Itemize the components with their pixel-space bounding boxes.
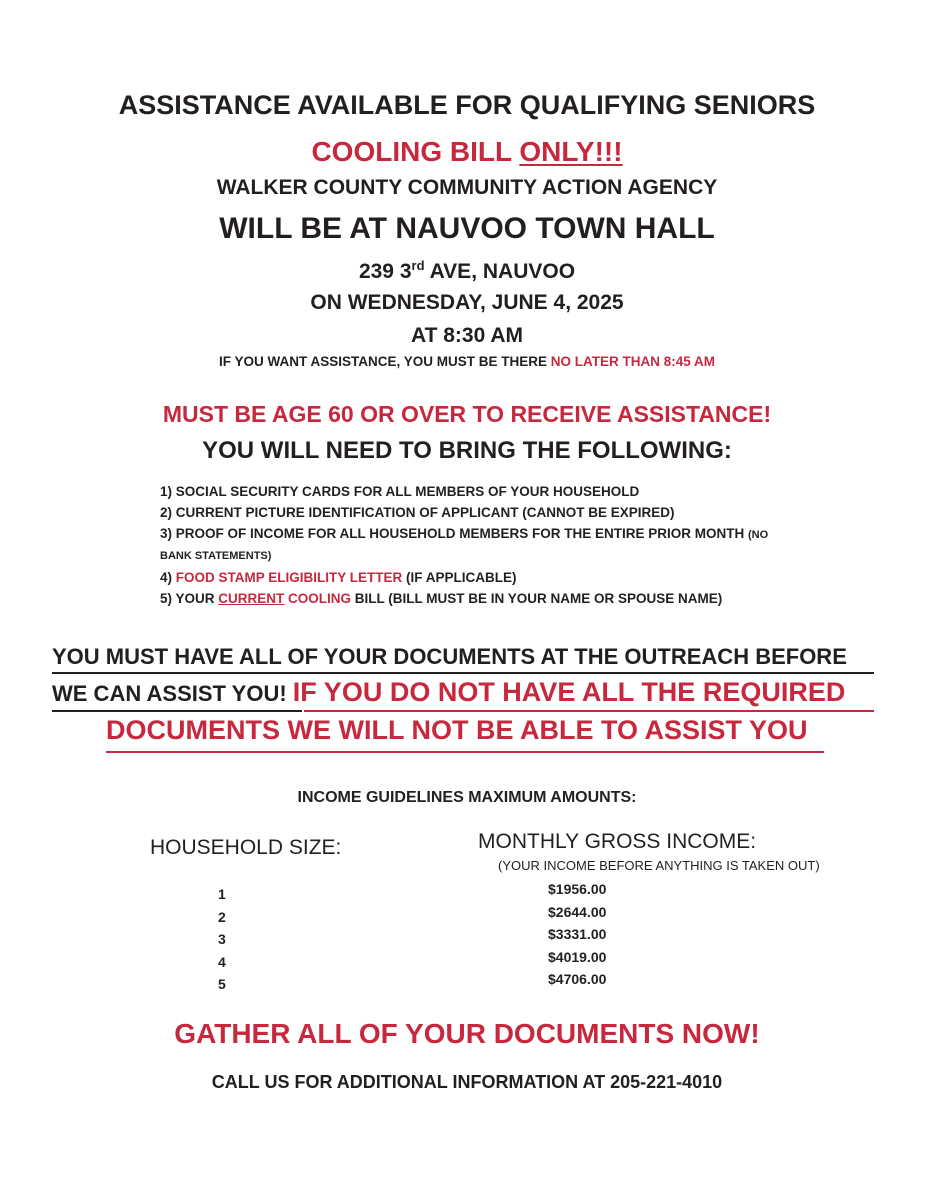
cooling-emphasis: COOLING xyxy=(284,591,352,606)
warning-line-2 xyxy=(52,677,845,708)
requirement-item-1: 1) SOCIAL SECURITY CARDS FOR ALL MEMBERS OF YOUR HOUSEHOLD xyxy=(160,484,640,499)
warning-underline-2b xyxy=(304,710,874,712)
current-emphasis: CURRENT xyxy=(218,591,285,606)
income-guidelines-heading: INCOME GUIDELINES MAXIMUM AMOUNTS: xyxy=(297,789,637,806)
age-requirement: MUST BE AGE 60 OR OVER TO RECEIVE ASSISTANCE! xyxy=(162,401,772,427)
requirement-item-5-text: BILL (BILL MUST BE IN YOUR NAME OR SPOUSE NAME) xyxy=(351,591,723,606)
warning-line-1: YOU MUST HAVE ALL OF YOUR DOCUMENTS AT THE OUTREACH BEFORE xyxy=(52,644,847,669)
requirement-item-3-text: 3) PROOF OF INCOME FOR ALL HOUSEHOLD MEMBERS FOR THE ENTIRE PRIOR MONTH xyxy=(160,526,749,541)
address-number: 239 3 xyxy=(358,260,412,283)
event-time: AT 8:30 AM xyxy=(410,324,523,347)
household-size-value: 5 xyxy=(218,976,226,992)
address-ordinal: rd xyxy=(411,258,425,273)
flyer-title: ASSISTANCE AVAILABLE FOR QUALIFYING SENIORS xyxy=(118,90,816,120)
household-size-header: HOUSEHOLD SIZE: xyxy=(150,836,342,859)
event-address xyxy=(0,258,934,284)
warning-underline-1 xyxy=(52,672,874,674)
income-amount-value: $4706.00 xyxy=(548,971,607,987)
arrival-deadline xyxy=(0,354,934,369)
income-amount-value: $3331.00 xyxy=(548,926,607,942)
deadline-text: IF YOU WANT ASSISTANCE, YOU MUST BE THERE xyxy=(218,354,551,369)
household-size-column xyxy=(218,883,238,996)
warning-line-2-red: IF YOU DO NOT HAVE ALL THE REQUIRED xyxy=(292,677,846,707)
agency-name: WALKER COUNTY COMMUNITY ACTION AGENCY xyxy=(216,176,718,199)
requirement-item-5 xyxy=(160,588,880,609)
income-amount-column xyxy=(548,878,658,991)
requirement-item-5-number: 5) YOUR xyxy=(160,591,219,606)
income-note: (YOUR INCOME BEFORE ANYTHING IS TAKEN OUT) xyxy=(498,858,820,873)
event-date: ON WEDNESDAY, JUNE 4, 2025 xyxy=(310,291,624,314)
warning-underline-3 xyxy=(106,751,824,753)
monthly-income-header: MONTHLY GROSS INCOME: xyxy=(478,830,757,853)
warning-underline-2a xyxy=(52,710,302,712)
household-size-value: 1 xyxy=(218,886,226,902)
gather-documents-callout: GATHER ALL OF YOUR DOCUMENTS NOW! xyxy=(174,1018,760,1049)
household-size-value: 4 xyxy=(218,953,226,970)
requirement-item-3 xyxy=(160,523,880,546)
requirement-item-4-note: (IF APPLICABLE) xyxy=(402,570,517,585)
income-amount-value: $2644.00 xyxy=(548,903,607,920)
warning-line-3: DOCUMENTS WE WILL NOT BE ABLE TO ASSIST YOU xyxy=(106,715,808,745)
address-street: AVE, NAUVOO xyxy=(424,260,576,283)
household-size-value: 2 xyxy=(218,908,226,925)
cooling-bill-heading xyxy=(0,136,934,168)
event-location: WILL BE AT NAUVOO TOWN HALL xyxy=(219,212,715,245)
requirement-item-4 xyxy=(160,567,880,588)
deadline-time: NO LATER THAN 8:45 AM xyxy=(550,354,716,369)
contact-information: CALL US FOR ADDITIONAL INFORMATION AT 205-221-4010 xyxy=(211,1072,723,1092)
requirement-item-4-number: 4) xyxy=(160,570,176,585)
household-size-value: 3 xyxy=(218,931,226,947)
requirement-item-2: 2) CURRENT PICTURE IDENTIFICATION OF APPLICANT (CANNOT BE EXPIRED) xyxy=(160,505,675,520)
food-stamp-letter: FOOD STAMP ELIGIBILITY LETTER xyxy=(175,570,403,585)
requirement-item-3-continued: BANK STATEMENTS) xyxy=(160,550,272,562)
bring-heading: YOU WILL NEED TO BRING THE FOLLOWING: xyxy=(202,437,732,464)
income-amount-value: $4019.00 xyxy=(548,948,607,965)
cooling-only-emphasis: ONLY!!! xyxy=(519,136,623,167)
requirement-item-3-note: (NO xyxy=(748,529,769,541)
warning-line-2-black: WE CAN ASSIST YOU! xyxy=(52,681,293,706)
income-amount-value: $1956.00 xyxy=(548,881,607,897)
requirements-list xyxy=(160,481,880,609)
cooling-bill-prefix: COOLING BILL xyxy=(311,136,520,167)
